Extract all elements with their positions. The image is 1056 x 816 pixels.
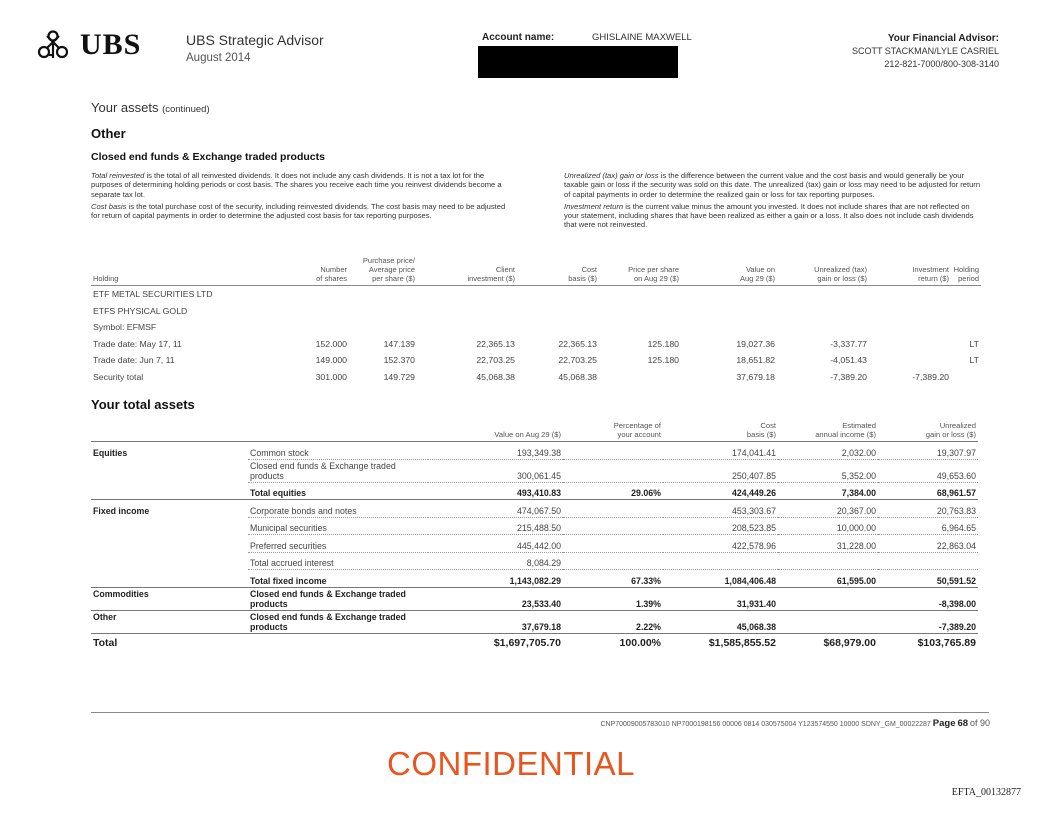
def-investment-return (564, 202, 982, 230)
bates-stamp: SDNY_GM_00022287 (861, 721, 931, 728)
security-total-row: Security total 301.000 149.729 45,068.38 45,068.38 37,679.18 -7,389.20 -7,389.20 (93, 371, 949, 382)
statement-date: August 2014 (186, 52, 251, 64)
col-holding-period: Holding period (951, 256, 981, 286)
table-row: Municipal securities 215,488.50 208,523.85 10,000.00 6,964.65 (91, 517, 978, 535)
holdings-header-row (91, 256, 981, 286)
holding-info-row: Symbol: EFMSF (93, 322, 157, 333)
heading-total-assets: Your total assets (91, 397, 195, 412)
category-commodities: Commodities (91, 587, 248, 610)
col-value-on-aug: Value on Aug 29 ($) (428, 421, 563, 442)
col-unrealized-gain: Unrealized gain or loss ($) (878, 421, 978, 442)
commodities-row: Commodities Closed end funds & Exchange traded products 23,533.40 1.39% 31,931.40 -8,398.00 (93, 588, 976, 609)
col-holding: Holding (91, 256, 261, 286)
account-name-label: Account name: (482, 32, 555, 43)
text-investment-return: is the current value minus the amount you invested. It does not include shares that are not reflected on your statement, including shares that have been realized as either a gain or a loss. It also does not include cash dividends that were not reinvested. (564, 201, 974, 230)
col-unrealized: Unrealized (tax) gain or loss ($) (777, 256, 869, 286)
col-purchase-price: Purchase price/ Average price per share ($) (349, 256, 417, 286)
efta-stamp: EFTA_00132877 (951, 787, 1021, 798)
account-name: GHISLAINE MAXWELL (592, 32, 692, 43)
col-investment-return: Investment return ($) (869, 256, 951, 286)
document-title: UBS Strategic Advisor (186, 32, 324, 48)
col-client-investment: Client investment ($) (417, 256, 517, 286)
confidential-watermark: CONFIDENTIAL (387, 745, 636, 782)
col-cost-basis: Cost basis ($) (663, 421, 778, 442)
your-assets-text: Your assets (91, 100, 159, 115)
text-cost-basis: is the total purchase cost of the security, including reinvested dividends. The cost basis may need to be adjusted for return of capital payments in order to determine the adjusted cost basis for tax reporting purposes. (91, 201, 506, 221)
category-fixed-income: Fixed income (93, 506, 150, 516)
ubs-keys-logo-icon (35, 30, 71, 60)
term-unrealized: Unrealized (tax) gain or loss (564, 171, 659, 180)
footer-tracking-code: CNP70009005783010 NP7000198156 00006 0814 030575004 Y123574550 10000 (600, 721, 860, 728)
col-cost-basis: Cost basis ($) (517, 256, 599, 286)
section-heading-your-assets (91, 100, 210, 115)
definitions-left (91, 171, 511, 223)
col-estimated-income: Estimated annual income ($) (778, 421, 878, 442)
continued-text: (continued) (162, 104, 210, 115)
footer-divider (91, 712, 989, 713)
table-row: Closed end funds & Exchange traded products 300,061.45 250,407.85 5,352.00 49,653.60 (250, 460, 976, 481)
def-cost-basis (91, 202, 511, 221)
col-number-of-shares: Number of shares (261, 256, 349, 286)
redaction-box (478, 46, 678, 78)
heading-other: Other (91, 126, 126, 141)
term-investment-return: Investment return (564, 201, 624, 211)
total-equities-row: Total equities 493,410.83 29.06% 424,449.26 7,384.00 68,961.57 (91, 482, 978, 500)
grand-total-row: Total $1,697,705.70 100.00% $1,585,855.52 $68,979.00 $103,765.89 (93, 637, 976, 649)
other-row: Other Closed end funds & Exchange traded products 37,679.18 2.22% 45,068.38 -7,389.20 (93, 611, 976, 632)
totals-header-row (91, 421, 978, 442)
table-row: Trade date: Jun 7, 11 149.000 152.370 22,703.25 22,703.25 125.180 18,651.82 -4,051.43 LT (93, 355, 979, 366)
advisor-title: Your Financial Advisor: (887, 33, 999, 44)
page-number: 68 (957, 718, 969, 729)
table-row: Trade date: May 17, 11 152.000 147.139 22,365.13 22,365.13 125.180 19,027.36 -3,337.77 LT (93, 338, 979, 349)
total-assets-table (91, 421, 978, 650)
holdings-table (91, 256, 981, 385)
def-unrealized (564, 171, 982, 199)
table-row: Equities Common stock 193,349.38 174,041.41 2,032.00 19,307.97 (91, 442, 978, 460)
col-price-per-share: Price per share on Aug 29 ($) (599, 256, 681, 286)
col-value-on: Value on Aug 29 ($) (681, 256, 777, 286)
term-cost-basis: Cost basis (91, 201, 127, 211)
table-row: Fixed income Corporate bonds and notes 474,067.50 453,303.67 20,367.00 20,763.83 (91, 500, 978, 518)
ubs-logo: UBS (80, 28, 142, 61)
def-total-reinvested (91, 171, 511, 199)
page-label: Page (932, 718, 956, 729)
holding-info-row: ETF METAL SECURITIES LTD (93, 289, 213, 300)
category-equities: Equities (93, 448, 128, 458)
advisor-names: SCOTT STACKMAN/LYLE CASRIEL (851, 46, 999, 56)
total-fixed-income-row: Total fixed income 1,143,082.29 67.33% 1,084,406.48 61,595.00 50,591.52 (91, 570, 978, 588)
table-row: Preferred securities 445,442.00 422,578.96 31,228.00 22,863.04 (91, 535, 978, 553)
advisor-phone: 212-821-7000/800-308-3140 (884, 59, 999, 69)
footer-code-line (600, 718, 990, 729)
table-row: Total accrued interest 8,084.29 (91, 552, 978, 570)
heading-closed-end-funds: Closed end funds & Exchange traded products (91, 151, 325, 163)
col-percentage: Percentage of your account (563, 421, 663, 442)
text-unrealized: is the difference between the current value and the cost basis and would generally be your taxable gain or loss if the security was sold on this date. The unrealized (tax) gain or loss may need to be adjusted for return of capital payments in order to determine the realized gain or loss for tax reporting purposes. (564, 171, 981, 199)
definitions-right (564, 171, 982, 233)
term-total-reinvested: Total reinvested (91, 171, 145, 180)
holding-info-row: ETFS PHYSICAL GOLD (93, 305, 188, 316)
category-other: Other (91, 610, 248, 633)
page-total: of 90 (969, 718, 990, 728)
text-total-reinvested: is the total of all reinvested dividends. It does not include any cash dividends. It is not a tax lot for the purposes of determining holding periods or cost basis. The shares you receive each time you reinvest dividends become a separate tax lot. (91, 171, 502, 199)
